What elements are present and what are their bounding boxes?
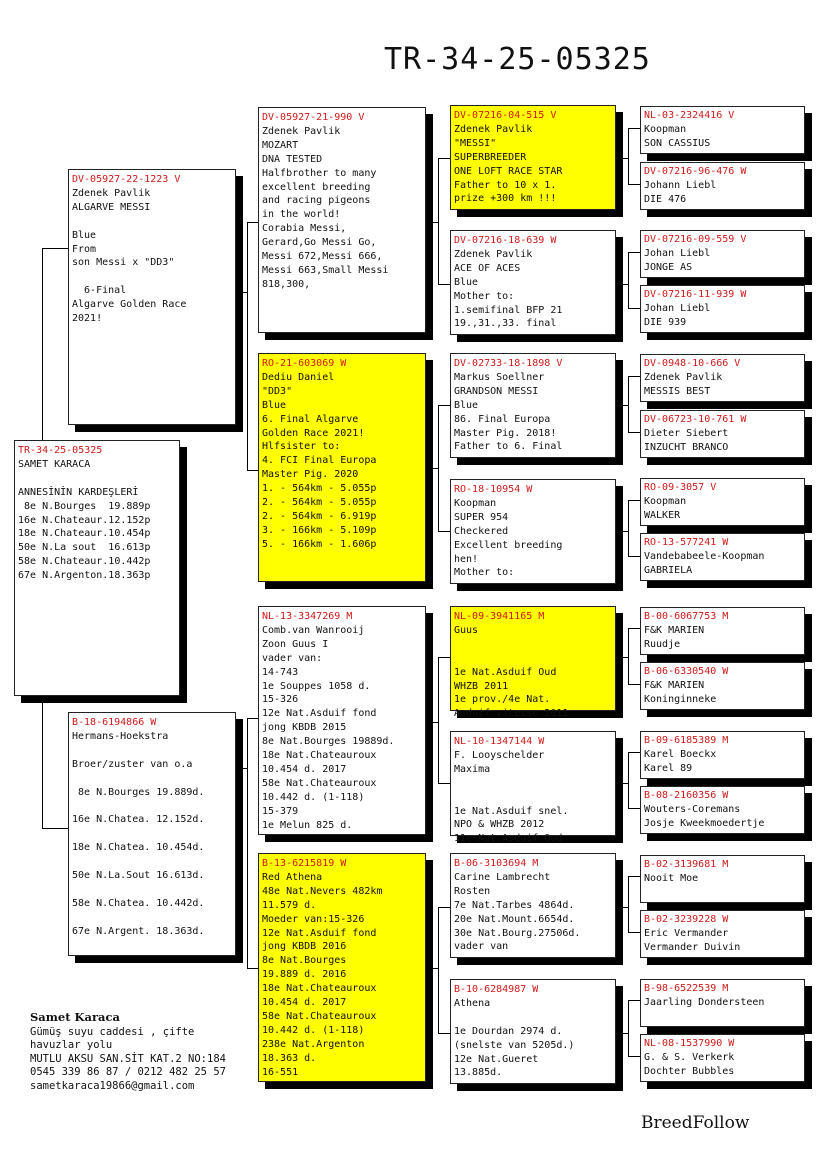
ring-number: DV-07216-18-639 W xyxy=(454,235,557,246)
connector xyxy=(616,907,628,908)
ring-number: DV-06723-10-761 W xyxy=(644,414,747,425)
connector xyxy=(426,968,438,969)
pigeon-info: SAMET KARACA ANNESİNİN KARDEŞLERİ 8e N.Bourges 19.889p 16e N.Chateaur.12.152p 18e N.Chateaur.10.454p 50e N.La sout 16.613p 58e N.Chateaur.10.442p 67e N.Argenton.18.363p xyxy=(18,458,151,582)
connector xyxy=(628,932,640,933)
ancestor-card[interactable] xyxy=(640,478,805,526)
ancestor-card[interactable] xyxy=(640,1034,805,1082)
ring-number: DV-07216-09-559 V xyxy=(644,234,747,245)
connector xyxy=(628,628,629,684)
ring-number: NL-08-1537990 W xyxy=(644,1038,735,1049)
connector xyxy=(426,722,438,723)
owner-name: Samet Karaca xyxy=(30,1010,120,1024)
connector xyxy=(616,657,628,658)
connector xyxy=(628,252,629,308)
ring-number: NL-09-3941165 M xyxy=(454,611,545,622)
connector xyxy=(616,284,628,285)
pigeon-info: Nooit Moe xyxy=(644,873,699,884)
pigeon-info: Markus Soellner GRANDSON MESSI Blue 86. Final Europa Master Pig. 2018! Father to 6. Final xyxy=(454,371,563,453)
connector xyxy=(628,184,640,185)
pigeon-info: Johan Liebl DIE 939 xyxy=(644,303,711,328)
ancestor-card[interactable] xyxy=(640,533,805,581)
pigeon-info: Vandebabeele-Koopman GABRIELA xyxy=(644,551,765,576)
connector xyxy=(628,432,640,433)
connector xyxy=(247,718,248,968)
ancestor-card[interactable] xyxy=(640,910,805,958)
connector xyxy=(42,828,68,829)
connector xyxy=(628,556,640,557)
connector xyxy=(628,808,640,809)
ancestor-card[interactable] xyxy=(640,731,805,779)
ancestor-card[interactable] xyxy=(640,162,805,210)
ring-number: B-08-2160356 W xyxy=(644,790,729,801)
connector xyxy=(628,1000,629,1056)
dam-card[interactable] xyxy=(68,712,236,956)
ring-number: DV-05927-21-990 V xyxy=(262,112,365,123)
ancestor-card[interactable] xyxy=(640,855,805,903)
great-grandparent-card[interactable] xyxy=(450,479,616,584)
ancestor-card[interactable] xyxy=(640,230,805,278)
connector xyxy=(426,468,438,469)
ring-number: B-02-3139681 M xyxy=(644,859,729,870)
grandparent-card[interactable] xyxy=(258,606,426,835)
pigeon-info: Carine Lambrecht Rosten 7e Nat.Tarbes 4864d. 20e Nat.Mount.6654d. 30e Nat.Bourg.27506d. vader van xyxy=(454,871,581,953)
connector xyxy=(438,1033,450,1034)
grandparent-card[interactable] xyxy=(258,853,426,1082)
ring-number: DV-0948-10-666 V xyxy=(644,358,741,369)
pigeon-info: F&K MARIEN Ruudje xyxy=(644,625,705,650)
connector xyxy=(438,158,450,159)
connector xyxy=(628,876,629,932)
ring-number: RO-09-3057 V xyxy=(644,482,717,493)
connector xyxy=(616,531,628,532)
ring-number: B-10-6284987 W xyxy=(454,984,539,995)
pigeon-info: Red Athena 48e Nat.Nevers 482km 11.579 d. Moeder van:15-326 12e Nat.Asduif fond jong KBDB 2016 8e Nat.Bourges 19.889 d. 2016 18e Nat.Chateauroux 10.454 d. 2017 58e Nat.Chateauroux 10.442 d. (1-118) 238e Nat.Argenton 18.363 d. 16-551 xyxy=(262,871,383,1078)
ring-number: NL-03-2324416 V xyxy=(644,110,735,121)
pigeon-info: Dediu Daniel "DD3" Blue 6. Final Algarve Golden Race 2021! Hlfsister to: 4. FCI Final Europa Master Pig. 2020 1. - 564km - 5.055p 2. - 564km - 5.055p 2. - 564km - 6.919p 3. - 166km - 5.109p 5. - 166km - 1.606p xyxy=(262,371,377,550)
ring-number: DV-07216-04-515 V xyxy=(454,110,557,121)
great-grandparent-card[interactable] xyxy=(450,731,616,845)
ancestor-card[interactable] xyxy=(640,786,805,834)
ring-number: DV-07216-11-939 W xyxy=(644,289,747,300)
connector xyxy=(438,657,439,783)
connector xyxy=(236,768,247,769)
ancestor-card[interactable] xyxy=(640,285,805,333)
connector xyxy=(438,284,450,285)
connector xyxy=(628,752,640,753)
connector xyxy=(438,531,450,532)
ring-number: RO-13-577241 W xyxy=(644,537,729,548)
great-grandparent-card[interactable] xyxy=(450,230,616,335)
owner-address: Gümüş suyu caddesi , çifte havuzlar yolu MUTLU AKSU SAN.SİT KAT.2 NO:184 0545 339 86 87 / 0212 482 25 57 sametkaraca19866@gmail.com xyxy=(30,1025,226,1092)
connector xyxy=(247,222,248,470)
connector xyxy=(616,783,628,784)
connector xyxy=(616,1033,628,1034)
pigeon-info: Eric Vermander Vermander Duivin xyxy=(644,928,741,953)
brand-logo: BreedFollow xyxy=(641,1113,750,1133)
connector xyxy=(628,684,640,685)
ring-number: DV-07216-96-476 W xyxy=(644,166,747,177)
pigeon-info: Jaarling Dondersteen xyxy=(644,997,765,1008)
ring-number: DV-02733-18-1898 V xyxy=(454,358,563,369)
ancestor-card[interactable] xyxy=(640,662,805,710)
pigeon-info: Zdenek Pavlik MOZART DNA TESTED Halfbrother to many excellent breeding and racing pigeons in the world! Corabia Messi, Gerard,Go Messi Go, Messi 672,Messi 666, Messi 663,Small Messi 818,300, xyxy=(262,125,389,290)
connector xyxy=(438,405,439,531)
connector xyxy=(438,405,450,406)
pigeon-info: G. & S. Verkerk Dochter Bubbles xyxy=(644,1052,735,1077)
connector xyxy=(628,500,640,501)
connector xyxy=(628,376,640,377)
connector xyxy=(247,968,258,969)
pigeon-info: Johan Liebl JONGE AS xyxy=(644,248,711,273)
great-grandparent-card[interactable] xyxy=(450,105,616,210)
pigeon-info: Koopman WALKER xyxy=(644,496,687,521)
ancestor-card[interactable] xyxy=(640,354,805,402)
pigeon-info: F. Looyschelder Maxima 1e Nat.Asduif snel. NPO & WHZB 2012 11e Nat.Asduif Oud xyxy=(454,749,569,845)
great-grandparent-card[interactable] xyxy=(450,353,616,458)
ring-number: RO-21-603069 W xyxy=(262,358,347,369)
connector xyxy=(247,718,258,719)
ring-number: B-09-6185389 M xyxy=(644,735,729,746)
ring-number: B-02-3239228 W xyxy=(644,914,729,925)
ring-number: NL-10-1347144 W xyxy=(454,736,545,747)
connector xyxy=(438,907,439,1033)
pigeon-info: Zdenek Pavlik ACE OF ACES Blue Mother to: 1.semifinal BFP 21 19.,31.,33. final xyxy=(454,248,563,330)
pigeon-info: Hermans-Hoekstra Broer/zuster van o.a 8e N.Bourges 19.889d. 16e N.Chatea. 12.152d. 18e N.Chatea. 10.454d. 50e N.La.Sout 16.613d. 58e N.Chatea. 10.442d. 67e N.Argent. 18.363d. xyxy=(72,730,205,937)
pigeon-info: Koopman SON CASSIUS xyxy=(644,124,711,149)
connector xyxy=(616,158,628,159)
connector xyxy=(628,752,629,808)
ancestor-card[interactable] xyxy=(640,410,805,458)
pigeon-info: Johann Liebl DIE 476 xyxy=(644,180,717,205)
page-title: TR-34-25-05325 xyxy=(384,42,651,77)
connector xyxy=(628,128,640,129)
ring-number: DV-05927-22-1223 V xyxy=(72,174,181,185)
ring-number: B-06-6330540 W xyxy=(644,666,729,677)
ancestor-card[interactable] xyxy=(640,607,805,655)
connector xyxy=(438,158,439,284)
connector xyxy=(628,252,640,253)
pigeon-info: Comb.van Wanrooij Zoon Guus I vader van: 14-743 1e Souppes 1058 d. 15-326 12e Nat.Asduif fond jong KBDB 2015 8e Nat.Bourges 19889d. 18e Nat.Chateauroux 10.454 d. 2017 58e Nat.Chateauroux 10.442 d. (1-118) 15-379 1e Melun 825 d. xyxy=(262,624,395,831)
connector xyxy=(438,783,450,784)
connector xyxy=(628,376,629,432)
ancestor-card[interactable] xyxy=(640,979,805,1027)
grandparent-card[interactable] xyxy=(258,353,426,582)
connector xyxy=(628,1056,640,1057)
sire-card[interactable] xyxy=(68,169,236,425)
ring-number: NL-13-3347269 M xyxy=(262,611,353,622)
ring-number: B-18-6194866 W xyxy=(72,717,157,728)
ring-number: B-98-6522539 M xyxy=(644,983,729,994)
ring-number: RO-18-10954 W xyxy=(454,484,533,495)
pigeon-info: Karel Boeckx Karel 89 xyxy=(644,749,717,774)
connector xyxy=(438,907,450,908)
ring-number: B-13-6215819 W xyxy=(262,858,347,869)
pigeon-info: Wouters-Coremans Josje Kweekmoedertje xyxy=(644,804,765,829)
connector xyxy=(42,248,68,249)
connector xyxy=(628,308,640,309)
connector xyxy=(247,470,258,471)
subject-card[interactable] xyxy=(14,440,180,696)
connector xyxy=(438,657,450,658)
pigeon-info: F&K MARIEN Koninginneke xyxy=(644,680,717,705)
great-grandparent-card[interactable] xyxy=(450,979,616,1084)
pigeon-info: Zdenek Pavlik MESSIS BEST xyxy=(644,372,723,397)
connector xyxy=(628,1000,640,1001)
ring-number: TR-34-25-05325 xyxy=(18,445,103,456)
ring-number: B-06-3103694 M xyxy=(454,858,539,869)
connector xyxy=(236,292,247,293)
owner-contact xyxy=(30,1011,226,1094)
pigeon-info: Zdenek Pavlik ALGARVE MESSI Blue From son Messi x "DD3" 6-Final Algarve Golden Race 2021! xyxy=(72,187,187,325)
great-grandparent-card[interactable] xyxy=(450,853,616,958)
connector xyxy=(426,222,438,223)
pigeon-info: Zdenek Pavlik "MESSI" SUPERBREEDER ONE LOFT RACE STAR Father to 10 x 1. prize +300 km !!! xyxy=(454,123,563,205)
ring-number: B-00-6067753 M xyxy=(644,611,729,622)
connector xyxy=(628,500,629,556)
pigeon-info: Dieter Siebert INZUCHT BRANCO xyxy=(644,428,729,453)
connector xyxy=(628,128,629,184)
pigeon-info: Koopman SUPER 954 Checkered Excellent breeding hen! Mother to: xyxy=(454,497,563,579)
ancestor-card[interactable] xyxy=(640,106,805,154)
grandparent-card[interactable] xyxy=(258,107,426,333)
connector xyxy=(247,222,258,223)
great-grandparent-card[interactable] xyxy=(450,606,616,720)
connector xyxy=(616,405,628,406)
pigeon-info: Guus 1e Nat.Asduif Oud WHZB 2011 1e prov./4e Nat. Asduif vitesse 2011 xyxy=(454,624,569,720)
connector xyxy=(628,628,640,629)
connector xyxy=(628,876,640,877)
pigeon-info: Athena 1e Dourdan 2974 d. (snelste van 5205d.) 12e Nat.Gueret 13.885d. xyxy=(454,997,575,1079)
